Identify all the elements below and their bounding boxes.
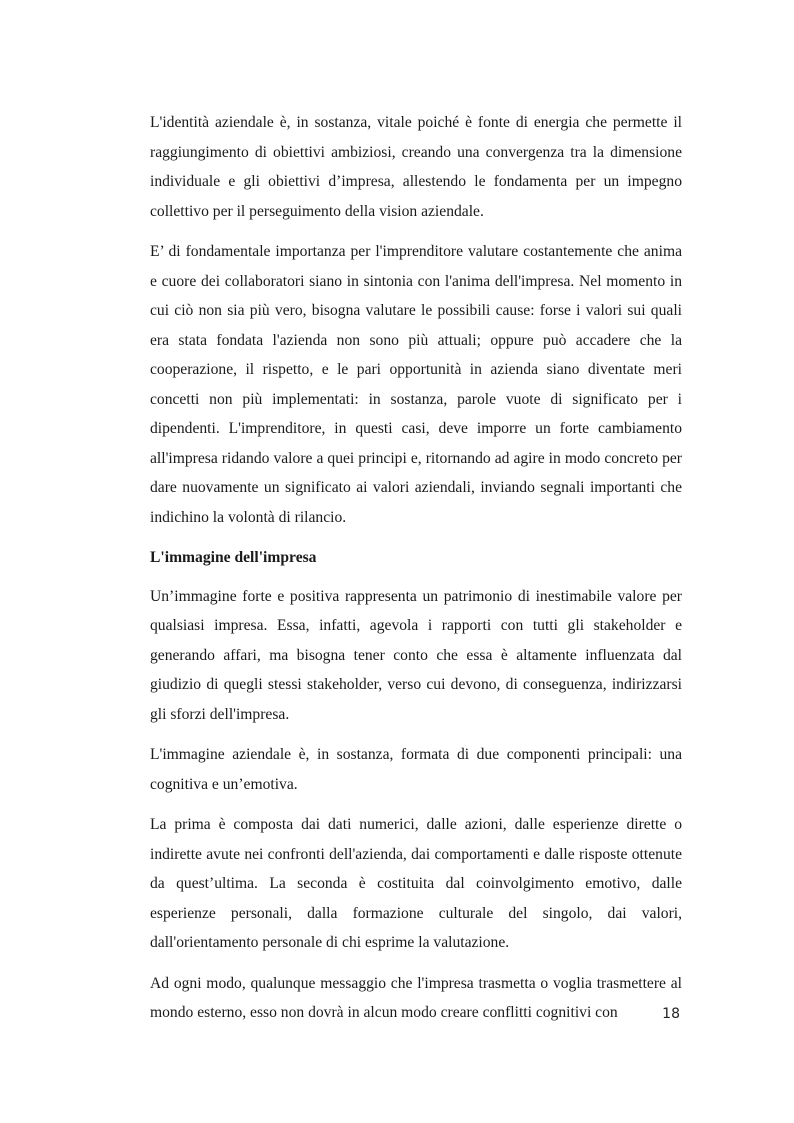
paragraph-componente-cognitiva-emotiva: La prima è composta dai dati numerici, dalle azioni, dalle esperienze dirette o indirette avute nei confronti dell'azienda, dai comportamenti e dalle risposte ottenute da quest’ultima. La seconda è costituita dal coinvolgimento emotivo, dalle esperienze personali, dalla formazione culturale del singolo, dai valori, dall'orientamento personale di chi esprime la valutazione. — [150, 816, 682, 951]
paragraph-componenti-immagine: L'immagine aziendale è, in sostanza, formata di due componenti principali: una cognitiva e un’emotiva. — [150, 746, 682, 793]
page-number: 18 — [662, 1006, 680, 1022]
paragraph-valutazione-imprenditore: E’ di fondamentale importanza per l'imprenditore valutare costantemente che anima e cuore dei collaboratori siano in sintonia con l'anima dell'impresa. Nel momento in cui ciò non sia più vero, bisogna valutare le possibili cause: forse i valori sui quali era stata fondata l'azienda non sono più attuali; oppure può accadere che la cooperazione, il rispetto, e le pari opportunità in azienda siano diventate meri concetti non più implementati: in sostanza, parole vuote di significato per i dipendenti. L'imprenditore, in questi casi, deve imporre un forte cambiamento all'impresa ridando valore a quei principi e, ritornando ad agire in modo concreto per dare nuovamente un significato ai valori aziendali, inviando segnali importanti che indichino la volontà di rilancio. — [150, 243, 682, 526]
paragraph-immagine-forte: Un’immagine forte e positiva rappresenta un patrimonio di inestimabile valore per qualsiasi impresa. Essa, infatti, agevola i rapporti con tutti gli stakeholder e generando affari, ma bisogna tener conto che essa è altamente influenzata dal giudizio di quegli stessi stakeholder, verso cui devono, di conseguenza, indirizzarsi gli sforzi dell'impresa. — [150, 587, 682, 723]
paragraph-messaggio-impresa: Ad ogni modo, qualunque messaggio che l'impresa trasmetta o voglia trasmettere al mondo esterno, esso non dovrà in alcun modo creare conflitti cognitivi con — [150, 974, 682, 1021]
paragraph-identita-aziendale: L'identità aziendale è, in sostanza, vitale poiché è fonte di energia che permette il raggiungimento di obiettivi ambiziosi, creando una convergenza tra la dimensione individuale e gli obiettivi d’impresa, allestendo le fondamenta per un impegno collettivo per il perseguimento della vision aziendale. — [150, 114, 682, 220]
section-heading: L'immagine dell'impresa — [150, 549, 317, 566]
page-body — [150, 108, 682, 1039]
